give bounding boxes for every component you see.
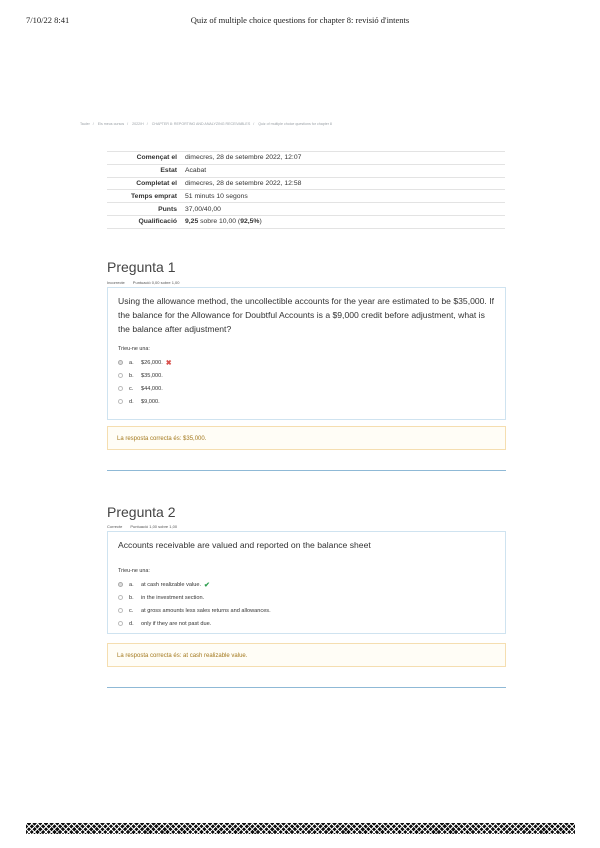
check-icon: ✔: [204, 581, 210, 589]
grade-percent: 92,5%: [240, 218, 260, 226]
table-row: [107, 177, 505, 190]
option-letter: d.: [129, 398, 134, 405]
question-2-option-c[interactable]: [118, 604, 505, 617]
question-1-option-a[interactable]: [118, 356, 505, 369]
breadcrumb-item[interactable]: CHAPTER 8: REPORTING AND ANALYZING RECEIVABLES: [151, 122, 251, 126]
option-letter: b.: [129, 372, 134, 379]
question-2-box: [107, 531, 506, 634]
option-letter: c.: [129, 607, 134, 614]
option-text: $26,000.: [141, 359, 163, 366]
option-text: only if they are not past due.: [141, 620, 212, 627]
grade-mid: sobre 10,00 (: [198, 218, 241, 226]
option-text: $9,000.: [141, 398, 160, 405]
breadcrumb: Tauler / Els meus cursos / 2022/H / CHAPTER 8: REPORTING AND ANALYZING RECEIVABLES / Quiz of multiple choice questions for chapter 8: [80, 122, 332, 126]
summary-label: Estat: [160, 167, 177, 175]
question-1-box: [107, 287, 506, 420]
question-2-title: Pregunta 2: [107, 504, 176, 520]
option-letter: a.: [129, 581, 134, 588]
radio-selected[interactable]: [118, 582, 123, 587]
question-2-choose-label: Trieu-ne una:: [118, 568, 150, 574]
question-1-option-d[interactable]: [118, 395, 505, 408]
cross-icon: ✖: [165, 359, 172, 367]
table-row: [107, 164, 505, 177]
radio[interactable]: [118, 621, 123, 626]
question-2-feedback: La resposta correcta és: at cash realizable value.: [107, 643, 506, 667]
option-text: at cash realizable value.: [141, 581, 202, 588]
question-2-status: Correcte: [107, 524, 123, 529]
question-1-option-b[interactable]: [118, 369, 505, 382]
question-divider: [107, 687, 506, 688]
question-1-choose-label: Trieu-ne una:: [118, 346, 150, 352]
summary-value: dimecres, 28 de setembre 2022, 12:07: [185, 154, 302, 162]
breadcrumb-item[interactable]: Els meus cursos: [97, 122, 125, 126]
option-letter: b.: [129, 594, 134, 601]
breadcrumb-item[interactable]: Tauler: [80, 122, 90, 126]
table-row: [107, 152, 505, 165]
summary-label: Començat el: [136, 154, 177, 162]
option-letter: a.: [129, 359, 134, 366]
radio[interactable]: [118, 386, 123, 391]
summary-label: Qualificació: [138, 218, 177, 226]
radio[interactable]: [118, 595, 123, 600]
breadcrumb-item[interactable]: 2022/H: [132, 122, 144, 126]
option-letter: c.: [129, 385, 134, 392]
question-2-meta: [107, 524, 177, 529]
grade-value: [181, 215, 505, 228]
option-text: in the investment section.: [141, 594, 205, 601]
radio[interactable]: [118, 608, 123, 613]
summary-label: Punts: [158, 205, 177, 213]
attempt-summary-table: [107, 151, 505, 229]
question-1-title: Pregunta 1: [107, 259, 176, 275]
question-2-points: Puntuació 1,00 sobre 1,00: [130, 524, 178, 529]
question-1-meta: [107, 280, 180, 285]
question-1-points: Puntuació 0,00 sobre 1,00: [132, 280, 180, 285]
option-letter: d.: [129, 620, 134, 627]
question-2-text: Accounts receivable are valued and reported on the balance sheet: [118, 540, 371, 550]
radio-selected[interactable]: [118, 360, 123, 365]
option-text: $35,000.: [141, 372, 163, 379]
question-divider: [107, 470, 506, 471]
question-1-text: Using the allowance method, the uncollectible accounts for the year are estimated to be $35,000. If the balance for the Allowance for Doubtful Accounts is a $9,000 credit before adjustment, what is the balance after adjustment?: [118, 296, 494, 334]
summary-value: Acabat: [185, 167, 207, 175]
footer-pattern-band: [26, 823, 575, 834]
table-row: [107, 203, 505, 216]
question-1-status: Incorrecte: [107, 280, 125, 285]
option-text: at gross amounts less sales returns and allowances.: [141, 607, 271, 614]
question-1-option-c[interactable]: [118, 382, 505, 395]
breadcrumb-item[interactable]: Quiz of multiple choice questions for chapter 8: [258, 122, 332, 126]
radio[interactable]: [118, 373, 123, 378]
question-2-option-b[interactable]: [118, 591, 505, 604]
radio[interactable]: [118, 399, 123, 404]
question-2-option-d[interactable]: [118, 617, 505, 630]
grade-end: ): [259, 218, 262, 226]
question-1-feedback: La resposta correcta és: $35,000.: [107, 426, 506, 450]
table-row: [107, 215, 505, 228]
summary-value: 37,00/40,00: [185, 205, 221, 213]
question-2-option-a[interactable]: [118, 578, 505, 591]
summary-value: 51 minuts 10 segons: [185, 192, 248, 200]
table-row: [107, 190, 505, 203]
grade-score: 9,25: [185, 218, 199, 226]
summary-label: Completat el: [136, 179, 177, 187]
option-text: $44,000.: [141, 385, 163, 392]
summary-label: Temps emprat: [131, 192, 177, 200]
print-header-date: 7/10/22 8:41: [26, 15, 70, 25]
print-header-title: Quiz of multiple choice questions for chapter 8: revisió d'intents: [190, 15, 410, 25]
summary-value: dimecres, 28 de setembre 2022, 12:58: [185, 179, 302, 187]
